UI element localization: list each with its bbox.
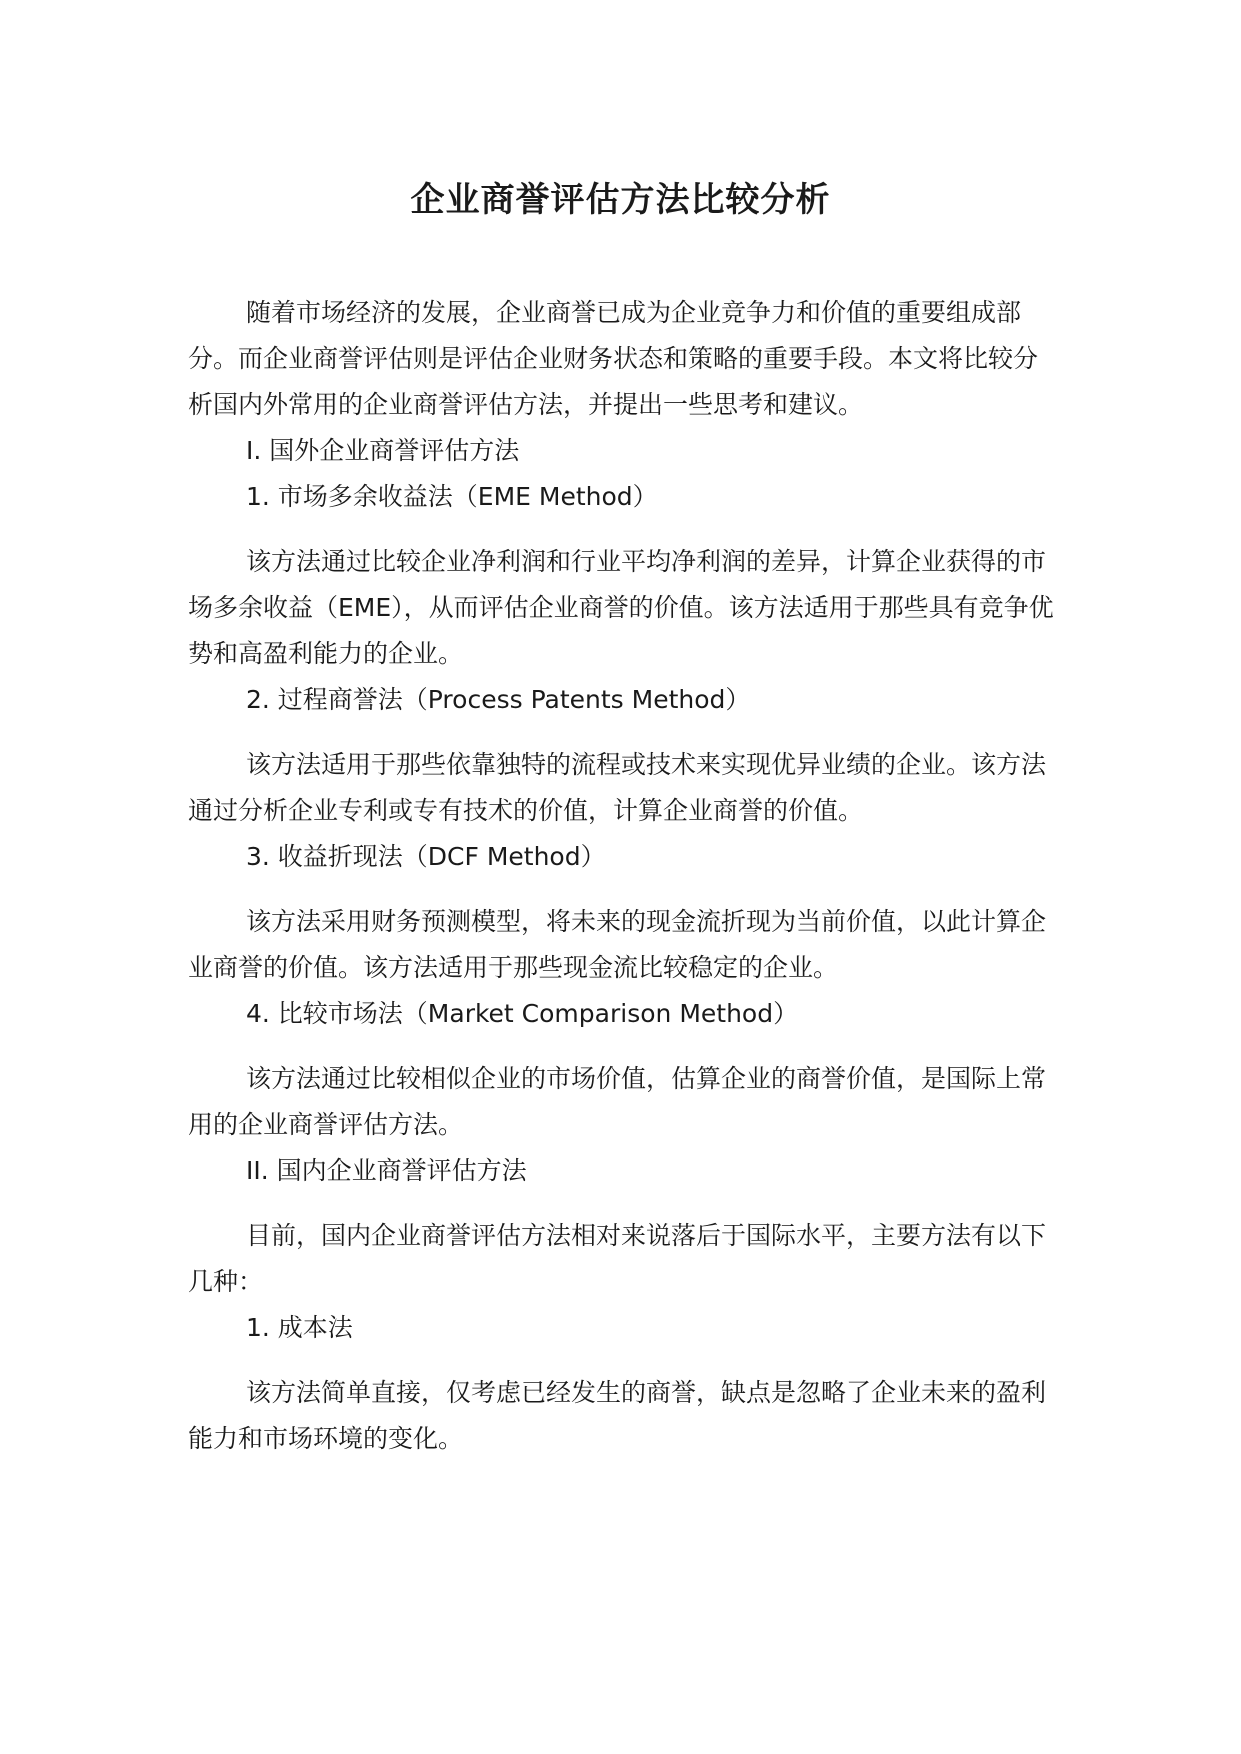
document-title: 企业商誉评估方法比较分析 [410,180,831,220]
method-heading-cost: 1. 成本法 [246,1313,353,1342]
method-heading-dcf: 3. 收益折现法（DCF Method） [246,842,606,871]
paragraph-process-patents: 该方法适用于那些依靠独特的流程或技术来实现优异业绩的企业。该方法通过分析企业专利或专有技术的价值，计算企业商誉的价值。 [188,750,1047,825]
paragraph-intro: 随着市场经济的发展，企业商誉已成为企业竞争力和价值的重要组成部分。而企业商誉评估则是评估企业财务状态和策略的重要手段。本文将比较分析国内外常用的企业商誉评估方法，并提出一些思考和建议。 [188,298,1039,419]
paragraph-dcf: 该方法采用财务预测模型，将未来的现金流折现为当前价值，以此计算企业商誉的价值。该方法适用于那些现金流比较稳定的企业。 [188,907,1047,982]
method-heading-process-patents: 2. 过程商誉法（Process Patents Method） [246,685,751,714]
section-heading-foreign: I. 国外企业商誉评估方法 [246,436,520,465]
paragraph-cost: 该方法简单直接，仅考虑已经发生的商誉，缺点是忽略了企业未来的盈利能力和市场环境的变化。 [188,1378,1047,1453]
section-heading-domestic: II. 国内企业商誉评估方法 [246,1156,527,1185]
paragraph-domestic-intro: 目前，国内企业商誉评估方法相对来说落后于国际水平，主要方法有以下几种： [188,1221,1047,1296]
method-heading-market-comparison: 4. 比较市场法（Market Comparison Method） [246,999,799,1028]
method-heading-eme: 1. 市场多余收益法（EME Method） [246,482,658,511]
paragraph-eme: 该方法通过比较企业净利润和行业平均净利润的差异，计算企业获得的市场多余收益（EME），从而评估企业商誉的价值。该方法适用于那些具有竞争优势和高盈利能力的企业。 [188,547,1054,668]
document-body [188,290,1058,1462]
paragraph-market-comparison: 该方法通过比较相似企业的市场价值，估算企业的商誉价值，是国际上常用的企业商誉评估方法。 [188,1064,1047,1139]
